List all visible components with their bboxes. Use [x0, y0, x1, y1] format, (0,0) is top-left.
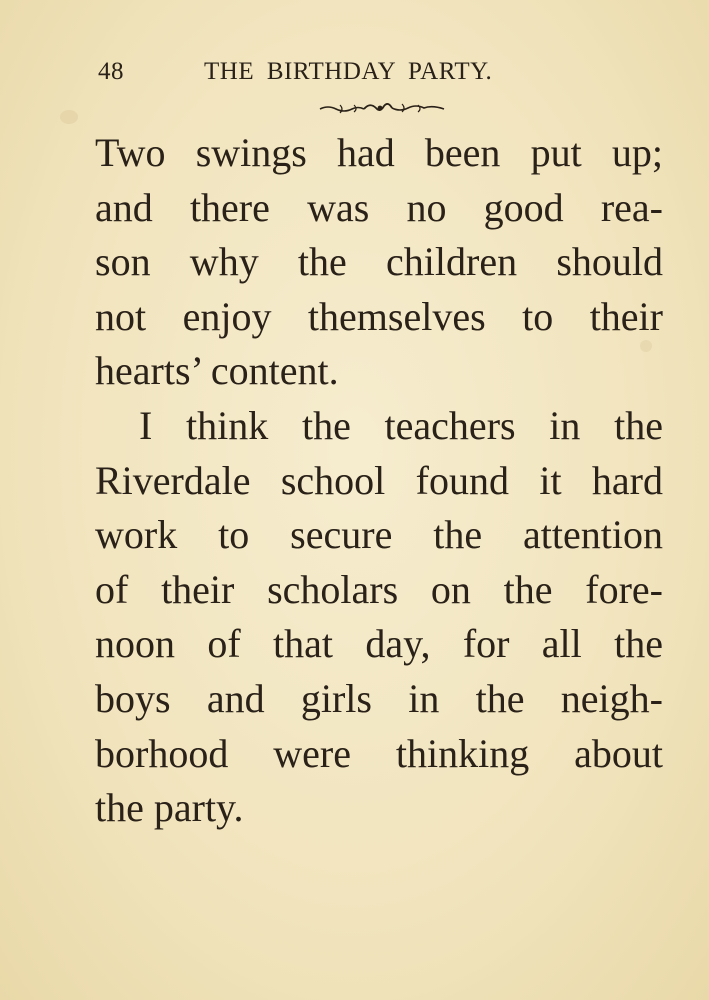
page-number: 48 — [98, 58, 124, 85]
running-title: THE BIRTHDAY PARTY. — [204, 58, 493, 85]
text-line: not enjoy themselves to their — [95, 293, 663, 339]
running-head — [98, 58, 560, 94]
text-line: noon of that day, for all the — [95, 621, 663, 667]
text-line: hearts’ content. — [95, 348, 339, 394]
text-line: boys and girls in the neigh- — [95, 675, 663, 721]
floral-ornament-icon — [318, 100, 446, 116]
text-line: Riverdale school found it hard — [95, 457, 663, 503]
text-line: I think the teachers in the — [139, 402, 663, 448]
text-line: son why the children should — [95, 239, 663, 285]
text-line: of their scholars on the fore- — [95, 566, 663, 612]
paragraph-1 — [95, 126, 663, 399]
paper-stain — [60, 110, 78, 124]
paragraph-2 — [95, 399, 663, 836]
text-line: Two swings had been put up; — [95, 130, 663, 175]
text-line: the party. — [95, 785, 244, 831]
text-line: borhood were thinking about — [95, 730, 663, 776]
text-line: and there was no good rea- — [95, 184, 663, 230]
text-line: work to secure the attention — [95, 512, 663, 558]
body-text — [95, 126, 663, 836]
